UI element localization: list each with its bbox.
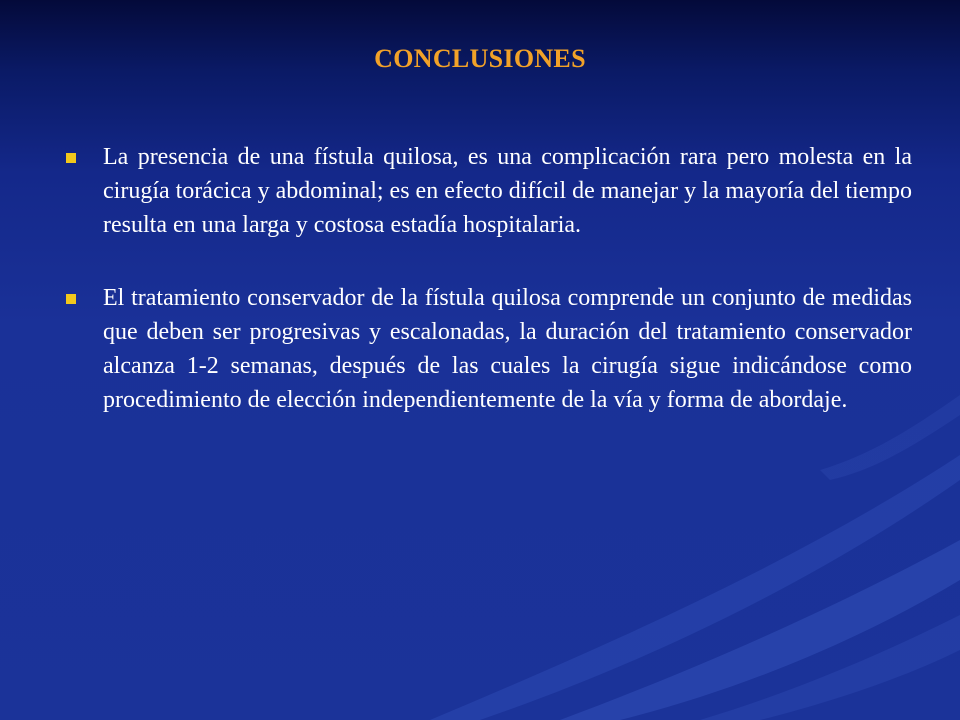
square-bullet-icon bbox=[66, 153, 76, 163]
slide-title: CONCLUSIONES bbox=[374, 44, 586, 73]
list-item bbox=[66, 140, 912, 242]
bullet-text: El tratamiento conservador de la fístula quilosa comprende un conjunto de medidas que deben ser progresivas y escalonadas, la duración del tratamiento conservador alcanza 1-2 semanas, después de las cuales la cirugía sigue indicándose como procedimiento de elección independientemente de la vía y forma de abordaje. bbox=[103, 285, 912, 413]
bullet-text: La presencia de una fístula quilosa, es una complicación rara pero molesta en la cirugía torácica y abdominal; es en efecto difícil de manejar y la mayoría del tiempo resulta en una larga y costosa estadía hospitalaria. bbox=[103, 144, 912, 238]
bullet-list bbox=[66, 140, 912, 456]
square-bullet-icon bbox=[66, 294, 76, 304]
list-item bbox=[66, 281, 912, 417]
